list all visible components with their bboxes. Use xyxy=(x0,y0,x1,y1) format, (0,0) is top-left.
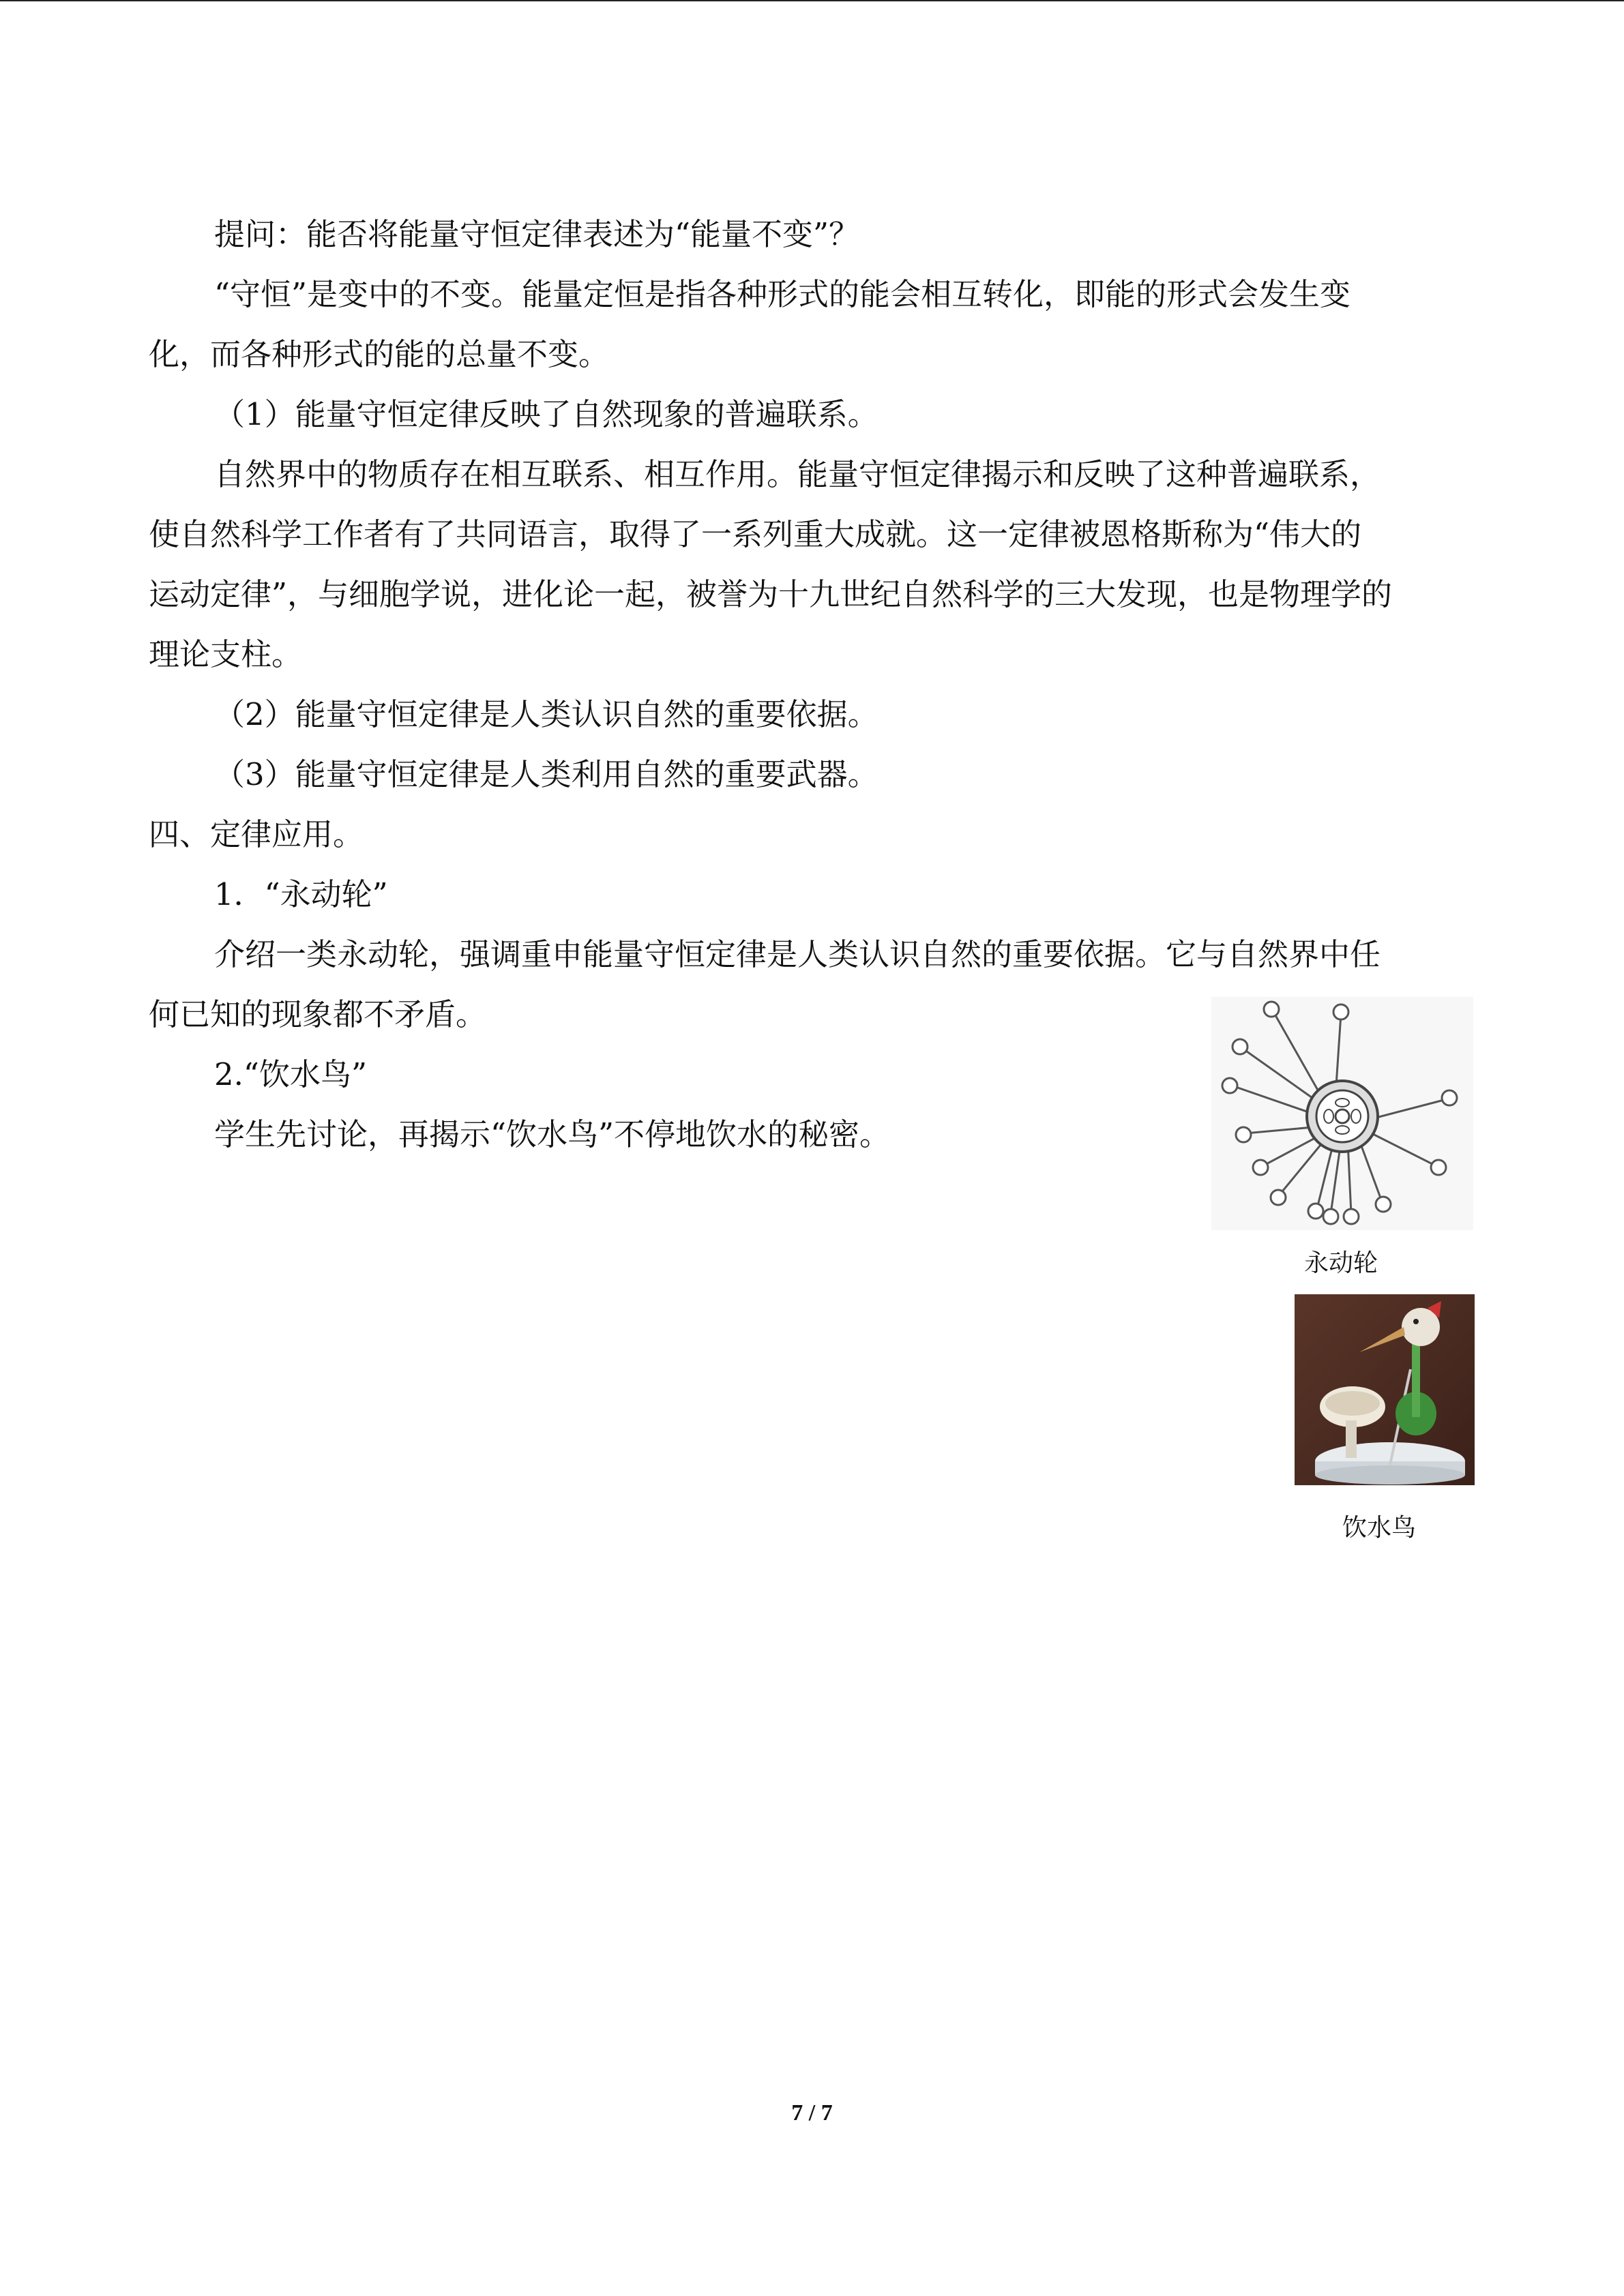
wheel-paragraph-line2: 何已知的现象都不矛盾。 xyxy=(149,996,487,1032)
nature-paragraph-line3: 运动定律”，与细胞学说，进化论一起，被誉为十九世纪自然科学的三大发现，也是物理学的 xyxy=(149,576,1393,612)
drinking-bird-icon xyxy=(1295,1294,1475,1485)
conservation-paragraph-line1: “守恒”是变中的不变。能量定恒是指各种形式的能会相互转化，即能的形式会发生变 xyxy=(214,276,1351,312)
point-1-heading: （1）能量守恒定律反映了自然现象的普遍联系。 xyxy=(214,396,879,432)
page-top-border xyxy=(0,0,1624,1)
nature-paragraph-line4: 理论支柱。 xyxy=(149,636,303,672)
nature-paragraph-line1: 自然界中的物质存在相互联系、相互作用。能量守恒定律揭示和反映了这种普遍联系， xyxy=(214,456,1381,492)
subsection-2-heading: 2.“饮水鸟” xyxy=(214,1056,367,1092)
point-3-heading: （3）能量守恒定律是人类利用自然的重要武器。 xyxy=(214,756,879,792)
point-2-heading: （2）能量守恒定律是人类认识自然的重要依据。 xyxy=(214,696,879,732)
bird-paragraph: 学生先讨论，再揭示“饮水鸟”不停地饮水的秘密。 xyxy=(214,1116,891,1152)
perpetual-wheel-icon xyxy=(1211,997,1473,1230)
wheel-paragraph-line1: 介绍一类永动轮，强调重申能量守恒定律是人类认识自然的重要依据。它与自然界中任 xyxy=(214,936,1381,972)
question-line: 提问：能否将能量守恒定律表述为“能量不变”？ xyxy=(214,216,860,252)
section-4-heading: 四、定律应用。 xyxy=(149,816,364,852)
bird-caption: 饮水鸟 xyxy=(1342,1514,1416,1542)
conservation-paragraph-line2: 化，而各种形式的能的总量不变。 xyxy=(149,336,610,372)
nature-paragraph-line2: 使自然科学工作者有了共同语言，取得了一系列重大成就。这一定律被恩格斯称为“伟大的 xyxy=(149,516,1362,552)
wheel-caption: 永动轮 xyxy=(1303,1249,1378,1277)
drinking-bird-photo xyxy=(1295,1294,1475,1485)
subsection-1-heading: 1．“永动轮” xyxy=(214,876,388,912)
page-number: 7 / 7 xyxy=(791,2100,833,2126)
perpetual-wheel-figure xyxy=(1211,997,1473,1230)
